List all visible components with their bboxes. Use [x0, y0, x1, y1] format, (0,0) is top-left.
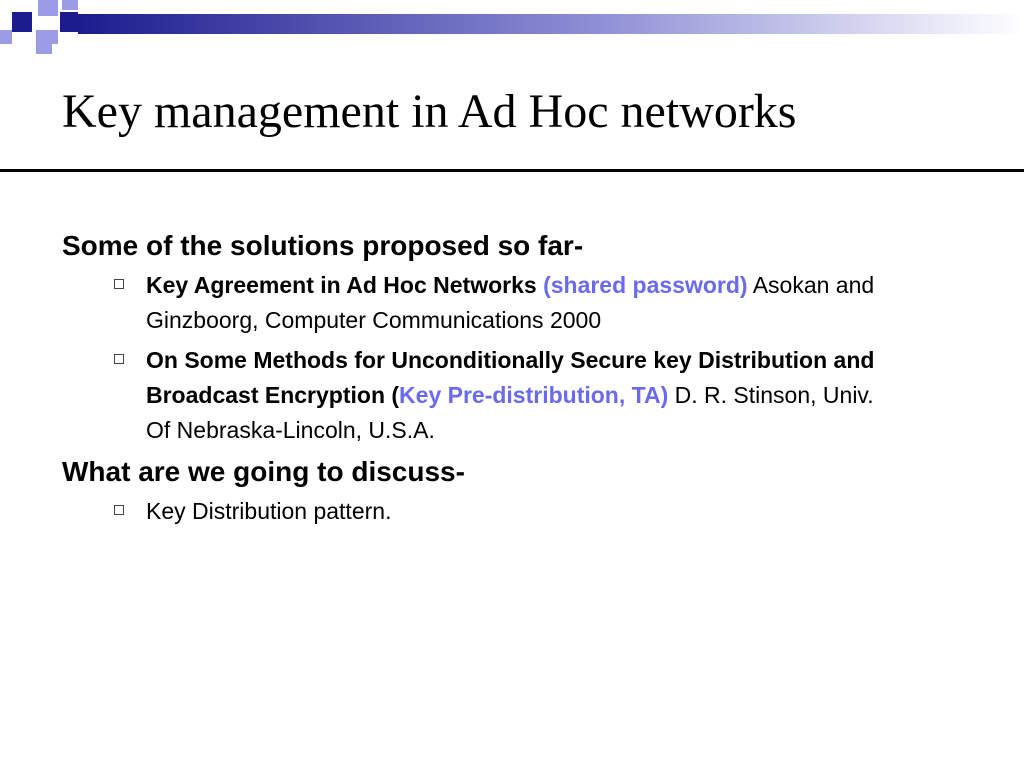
section-heading-discuss: What are we going to discuss-: [62, 456, 465, 487]
header-gradient-bar: [78, 14, 1024, 34]
paper-authors: Asokan and Ginzboorg, Computer Communications 2000: [146, 272, 875, 333]
navy-square: [12, 12, 32, 32]
paper-tag: Key Pre-distribution, TA): [399, 382, 669, 408]
discuss-item-text: Key Distribution pattern.: [146, 498, 392, 524]
slide-title: Key management in Ad Hoc networks: [62, 85, 797, 138]
paper-authors: D. R. Stinson, Univ. Of Nebraska-Lincoln, U.S.A.: [146, 382, 874, 443]
periwinkle-square: [62, 0, 78, 10]
list-item: [62, 494, 886, 529]
paper-title: On Some Methods for Unconditionally Secure key Distribution and Broadcast Encryption (: [146, 347, 875, 408]
discuss-list: [62, 494, 962, 529]
periwinkle-square: [36, 44, 52, 54]
paper-tag: (shared password): [543, 272, 748, 298]
title-divider: [0, 169, 1024, 172]
periwinkle-square: [0, 30, 12, 44]
list-item: [62, 343, 886, 448]
slide-body: [62, 228, 962, 534]
decorative-header-squares: [0, 0, 1024, 60]
navy-square: [60, 12, 78, 32]
section-heading-solutions: Some of the solutions proposed so far-: [62, 230, 584, 261]
periwinkle-square: [38, 0, 58, 16]
periwinkle-square: [36, 30, 58, 44]
solutions-list: [62, 268, 962, 448]
hollow-square-bullet-icon: [114, 505, 124, 515]
list-item: [62, 268, 886, 338]
hollow-square-bullet-icon: [114, 354, 124, 364]
hollow-square-bullet-icon: [114, 279, 124, 289]
paper-title: Key Agreement in Ad Hoc Networks: [146, 272, 537, 298]
